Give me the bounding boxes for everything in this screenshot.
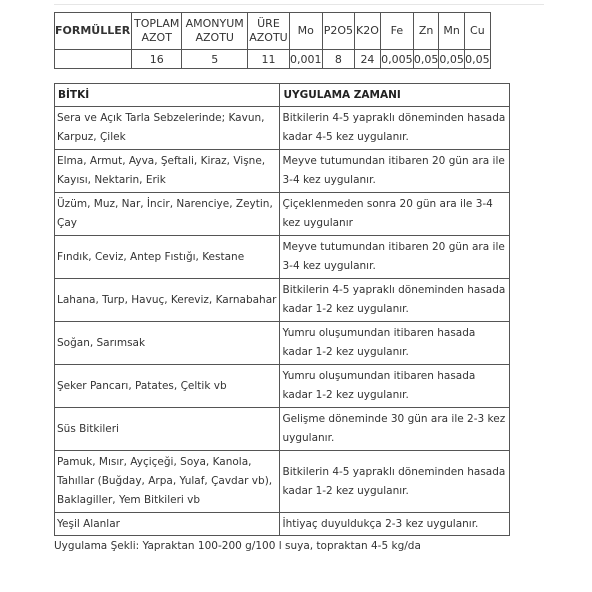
application-time-cell: Meyve tutumundan itibaren 20 gün ara ile 3-4 kez uygulanır. [280, 236, 510, 279]
formula-value-k2o: 24 [355, 50, 381, 69]
top-divider [54, 4, 544, 5]
table-row [55, 513, 510, 536]
formula-header-row [55, 13, 491, 50]
plant-cell: Pamuk, Mısır, Ayçiçeği, Soya, Kanola, Tahıllar (Buğday, Arpa, Yulaf, Çavdar vb), Baklagiller, Yem Bitkileri vb [55, 451, 280, 513]
formula-header-ammonium-nitrogen: AMONYUM AZOTU [182, 13, 248, 50]
formula-header-fe: Fe [380, 13, 413, 50]
column-header-plant: BİTKİ [55, 84, 280, 107]
formula-value-fe: 0,005 [380, 50, 413, 69]
application-time-cell: Bitkilerin 4-5 yapraklı döneminden hasada kadar 4-5 kez uygulanır. [280, 107, 510, 150]
table-row [55, 408, 510, 451]
plant-cell: Üzüm, Muz, Nar, İncir, Narenciye, Zeytin, Çay [55, 193, 280, 236]
formula-header-total-nitrogen: TOPLAM AZOT [132, 13, 182, 50]
plant-cell: Şeker Pancarı, Patates, Çeltik vb [55, 365, 280, 408]
application-table [54, 83, 510, 536]
formula-header-mo: Mo [289, 13, 322, 50]
table-row [55, 193, 510, 236]
application-time-cell: Çiçeklenmeden sonra 20 gün ara ile 3-4 kez uygulanır [280, 193, 510, 236]
formula-value-row [55, 50, 491, 69]
formula-header-urea-nitrogen: ÜRE AZOTU [248, 13, 289, 50]
application-time-cell: Bitkilerin 4-5 yapraklı döneminden hasada kadar 1-2 kez uygulanır. [280, 279, 510, 322]
column-header-application-time: UYGULAMA ZAMANI [280, 84, 510, 107]
application-time-cell: Yumru oluşumundan itibaren hasada kadar 1-2 kez uygulanır. [280, 365, 510, 408]
plant-cell: Sera ve Açık Tarla Sebzelerinde; Kavun, Karpuz, Çilek [55, 107, 280, 150]
table-row [55, 365, 510, 408]
table-row [55, 279, 510, 322]
plant-cell: Elma, Armut, Ayva, Şeftali, Kiraz, Vişne, Kayısı, Nektarin, Erik [55, 150, 280, 193]
formula-value-mo: 0,001 [289, 50, 322, 69]
application-time-cell: İhtiyaç duyuldukça 2-3 kez uygulanır. [280, 513, 510, 536]
plant-cell: Soğan, Sarımsak [55, 322, 280, 365]
formula-header-formulas: FORMÜLLER [55, 13, 132, 50]
formula-value-p2o5: 8 [322, 50, 354, 69]
formula-value-formulas [55, 50, 132, 69]
formula-value-total-nitrogen: 16 [132, 50, 182, 69]
table-row [55, 107, 510, 150]
formula-table [54, 12, 491, 69]
application-time-cell: Meyve tutumundan itibaren 20 gün ara ile 3-4 kez uygulanır. [280, 150, 510, 193]
application-header-row [55, 84, 510, 107]
formula-value-zn: 0,05 [413, 50, 439, 69]
formula-value-cu: 0,05 [464, 50, 490, 69]
plant-cell: Fındık, Ceviz, Antep Fıstığı, Kestane [55, 236, 280, 279]
formula-value-mn: 0,05 [439, 50, 465, 69]
application-time-cell: Yumru oluşumundan itibaren hasada kadar 1-2 kez uygulanır. [280, 322, 510, 365]
formula-value-ammonium-nitrogen: 5 [182, 50, 248, 69]
plant-cell: Lahana, Turp, Havuç, Kereviz, Karnabahar [55, 279, 280, 322]
plant-cell: Yeşil Alanlar [55, 513, 280, 536]
formula-header-p2o5: P2O5 [322, 13, 354, 50]
application-method-note: Uygulama Şekli: Yapraktan 100-200 g/100 l suya, topraktan 4-5 kg/da [54, 540, 421, 552]
table-row [55, 322, 510, 365]
formula-header-mn: Mn [439, 13, 465, 50]
table-row [55, 150, 510, 193]
formula-header-cu: Cu [464, 13, 490, 50]
application-time-cell: Bitkilerin 4-5 yapraklı döneminden hasada kadar 1-2 kez uygulanır. [280, 451, 510, 513]
table-row [55, 236, 510, 279]
plant-cell: Süs Bitkileri [55, 408, 280, 451]
formula-value-urea-nitrogen: 11 [248, 50, 289, 69]
formula-header-k2o: K2O [355, 13, 381, 50]
table-row [55, 451, 510, 513]
application-time-cell: Gelişme döneminde 30 gün ara ile 2-3 kez uygulanır. [280, 408, 510, 451]
formula-header-zn: Zn [413, 13, 439, 50]
